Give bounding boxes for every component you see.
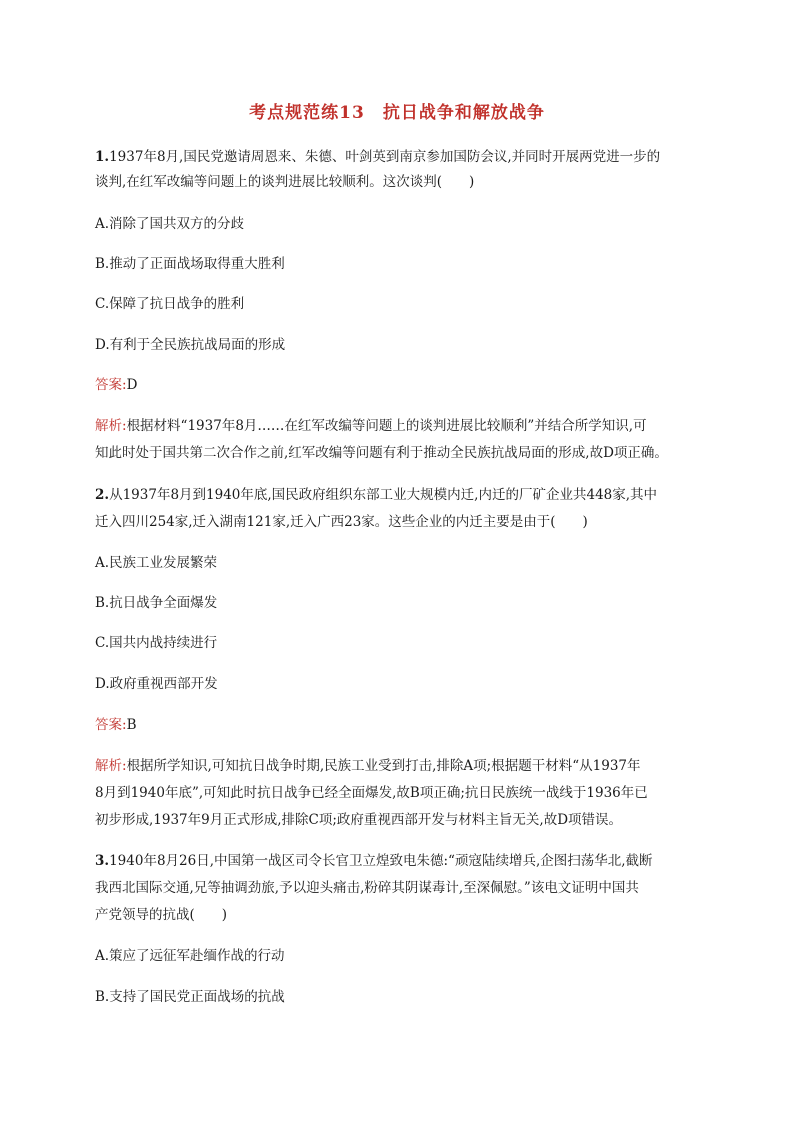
question-1-stem-text: 1937年8月,国民党邀请周恩来、朱德、叶剑英到南京参加国防会议,并同时开展两党进一步的: [109, 149, 661, 165]
question-3-stem-text: 1940年8月26日,中国第一战区司令长官卫立煌致电朱德:“顽寇陆续增兵,企图扫荡华北,截断: [109, 853, 653, 869]
question-2-option-c: C.国共内战持续进行: [95, 635, 218, 651]
question-1-number: 1.: [95, 149, 110, 165]
question-2-stem-text: 从1937年8月到1940年底,国民政府组织东部工业大规模内迁,内迁的厂矿企业共448家,其中: [109, 487, 658, 503]
question-1-analysis-line-2: 知此时处于国共第二次合作之前,红军改编等问题有利于推动全民族抗战局面的形成,故D项正确。: [95, 445, 668, 461]
question-3-number: 3.: [95, 853, 110, 869]
question-3-stem-line-1: [95, 852, 653, 870]
answer-label: 答案:: [95, 377, 127, 393]
question-1-option-a: A.消除了国共双方的分歧: [95, 216, 245, 232]
analysis-label: 解析:: [95, 418, 127, 434]
question-2-analysis-line-2: 8月到1940年底”,可知此时抗日战争已经全面爆发,故B项正确;抗日民族统一战线于1936年已: [95, 785, 648, 801]
question-1-answer: [95, 376, 137, 394]
question-3-stem-line-2: 我西北国际交通,兄等抽调劲旅,予以迎头痛击,粉碎其阴谋毒计,至深佩慰。”该电文证明中国共: [95, 880, 639, 896]
question-1-analysis-line-1: [95, 417, 647, 435]
analysis-text: 根据所学知识,可知抗日战争时期,民族工业受到打击,排除A项;根据题干材料“从1937年: [126, 758, 641, 774]
question-1-option-c: C.保障了抗日战争的胜利: [95, 296, 245, 312]
question-1-stem-line-2: 谈判,在红军改编等问题上的谈判进展比较顺利。这次谈判( ): [95, 174, 475, 190]
answer-value: D: [126, 377, 138, 393]
question-2-option-a: A.民族工业发展繁荣: [95, 555, 218, 571]
page-title: 考点规范练13 抗日战争和解放战争: [249, 103, 545, 123]
question-1-stem-line-1: [95, 148, 660, 166]
answer-value: B: [126, 717, 137, 733]
answer-label: 答案:: [95, 717, 127, 733]
analysis-label: 解析:: [95, 758, 127, 774]
question-1-option-b: B.推动了正面战场取得重大胜利: [95, 256, 285, 272]
question-2-option-b: B.抗日战争全面爆发: [95, 595, 218, 611]
question-1-option-d: D.有利于全民族抗战局面的形成: [95, 337, 286, 353]
question-3-stem-line-3: 产党领导的抗战( ): [95, 907, 228, 923]
question-2-analysis-line-3: 初步形成,1937年9月正式形成,排除C项;政府重视西部开发与材料主旨无关,故D项错误。: [95, 812, 623, 828]
question-2-analysis-line-1: [95, 757, 641, 775]
question-2-option-d: D.政府重视西部开发: [95, 676, 218, 692]
analysis-text: 根据材料“1937年8月……在红军改编等问题上的谈判进展比较顺利”并结合所学知识,可: [126, 418, 647, 434]
question-2-stem-line-2: 迁入四川254家,迁入湖南121家,迁入广西23家。这些企业的内迁主要是由于( ): [95, 514, 588, 530]
question-2-answer: [95, 716, 136, 734]
question-3-option-a: A.策应了远征军赴缅作战的行动: [95, 948, 285, 964]
question-2-number: 2.: [95, 487, 110, 503]
question-2-stem-line-1: [95, 486, 657, 504]
question-3-option-b: B.支持了国民党正面战场的抗战: [95, 989, 285, 1005]
